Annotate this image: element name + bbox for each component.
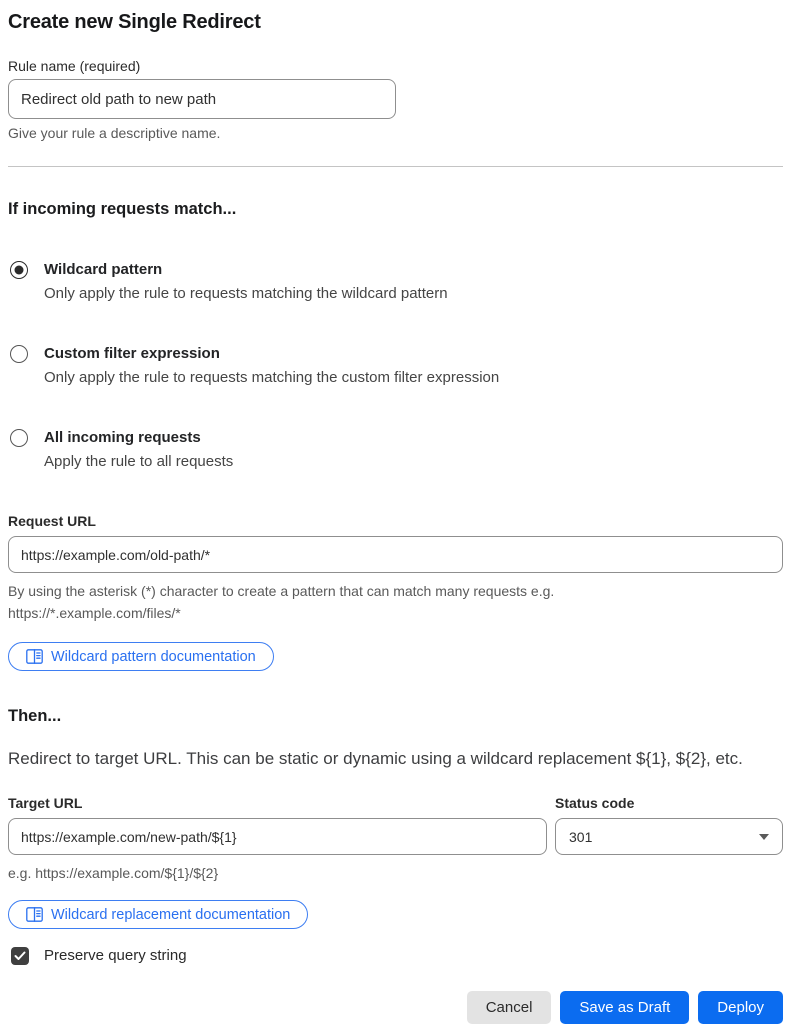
save-as-draft-button[interactable]: Save as Draft [560, 991, 689, 1024]
wildcard-replacement-docs-button[interactable] [8, 900, 308, 929]
status-code-value: 301 [569, 828, 593, 845]
request-url-helper [8, 580, 783, 624]
radio-label-all-requests: All incoming requests [44, 429, 201, 446]
target-url-label: Target URL [8, 795, 83, 811]
radio-option-custom-filter[interactable] [8, 344, 783, 388]
match-type-radio-group [8, 260, 783, 472]
status-code-select[interactable] [555, 818, 783, 855]
radio-all-requests[interactable] [10, 429, 28, 447]
preserve-query-string-label: Preserve query string [44, 947, 187, 964]
status-code-label: Status code [555, 795, 635, 811]
request-url-label: Request URL [8, 513, 96, 529]
radio-label-custom-filter: Custom filter expression [44, 345, 220, 362]
radio-wildcard-pattern[interactable] [10, 261, 28, 279]
radio-option-wildcard-pattern[interactable] [8, 260, 783, 304]
radio-desc-custom-filter: Only apply the rule to requests matching the custom filter expression [44, 369, 500, 386]
target-url-helper: e.g. https://example.com/${1}/${2} [8, 865, 219, 881]
rule-name-helper: Give your rule a descriptive name. [8, 125, 221, 141]
chevron-down-icon [759, 834, 769, 840]
cancel-button[interactable]: Cancel [467, 991, 552, 1024]
preserve-query-string-row[interactable] [8, 946, 783, 966]
request-url-helper-line2: https://*.example.com/files/* [8, 605, 181, 621]
request-url-input[interactable] [8, 536, 783, 573]
deploy-button[interactable]: Deploy [698, 991, 783, 1024]
section-divider [8, 166, 783, 167]
then-description: Redirect to target URL. This can be static or dynamic using a wildcard replacement ${1}, ${2}, etc. [8, 749, 743, 768]
book-icon [26, 649, 43, 664]
request-url-helper-line1: By using the asterisk (*) character to create a pattern that can match many requests e.g. [8, 583, 555, 599]
page-title: Create new Single Redirect [8, 11, 261, 33]
match-section-heading: If incoming requests match... [8, 200, 237, 218]
preserve-query-string-checkbox[interactable] [11, 947, 29, 965]
radio-desc-wildcard-pattern: Only apply the rule to requests matching the wildcard pattern [44, 285, 448, 302]
radio-label-wildcard-pattern: Wildcard pattern [44, 261, 163, 278]
book-icon [26, 907, 43, 922]
wildcard-replacement-docs-label: Wildcard replacement documentation [51, 906, 291, 923]
radio-desc-all-requests: Apply the rule to all requests [44, 453, 234, 470]
then-section-heading: Then... [8, 707, 62, 725]
target-url-input[interactable] [8, 818, 547, 855]
radio-option-all-requests[interactable] [8, 428, 783, 472]
rule-name-input[interactable] [8, 79, 396, 119]
wildcard-pattern-docs-button[interactable] [8, 642, 274, 671]
radio-custom-filter[interactable] [10, 345, 28, 363]
checkmark-icon [14, 951, 26, 961]
rule-name-label: Rule name (required) [8, 58, 141, 74]
wildcard-pattern-docs-label: Wildcard pattern documentation [51, 648, 256, 665]
target-and-status-row [8, 794, 783, 855]
footer-actions [8, 991, 783, 1024]
